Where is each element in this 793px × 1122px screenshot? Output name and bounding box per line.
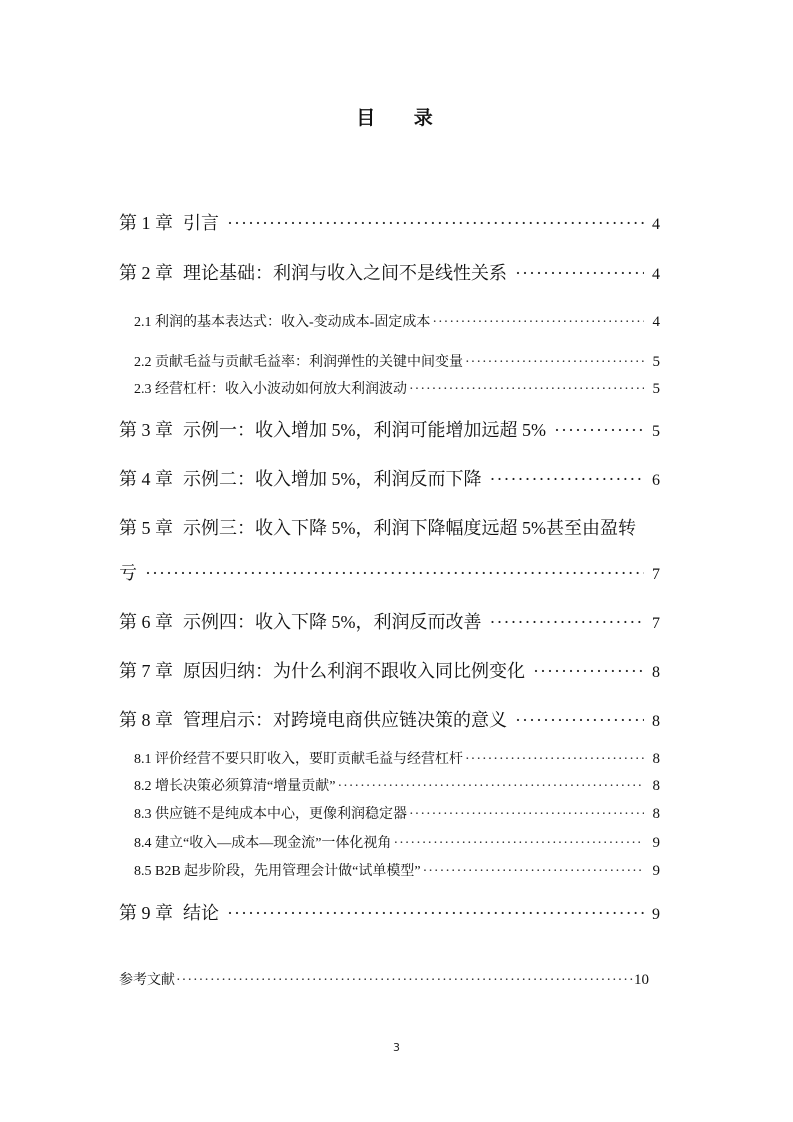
section-title: 2.2 贡献毛益与贡献毛益率：利润弹性的关键中间变量 — [134, 355, 463, 370]
chapter-number: 第 5 章 — [119, 518, 173, 538]
chapter-number: 第 7 章 — [119, 661, 173, 681]
toc-entry-section-8-4[interactable] — [134, 832, 660, 852]
chapter-number: 第 1 章 — [119, 213, 173, 233]
section-title: 8.4 建立“收入—成本—现金流”一体化视角 — [134, 836, 392, 851]
chapter-title: 示例一：收入增加 5%，利润可能增加远超 5% — [183, 420, 546, 440]
chapter-number: 第 9 章 — [119, 903, 173, 923]
page-title: 目 录 — [356, 107, 449, 129]
toc-entry-chapter-8[interactable] — [119, 706, 660, 732]
toc-entry-chapter-5[interactable] — [119, 514, 660, 540]
chapter-title: 结论 — [183, 903, 219, 923]
section-title: 8.1 评价经营不要只盯收入，要盯贡献毛益与经营杠杆 — [134, 752, 463, 767]
chapter-title-continuation: 亏 — [119, 563, 137, 583]
page-ref: 4 — [652, 314, 660, 330]
page-number: 3 — [393, 1041, 400, 1054]
chapter-number: 第 6 章 — [119, 612, 173, 632]
chapter-title: 理论基础：利润与收入之间不是线性关系 — [183, 263, 507, 283]
toc-entry-chapter-3[interactable] — [119, 416, 660, 442]
toc-entry-chapter-6[interactable] — [119, 608, 660, 634]
page-ref: 8 — [652, 664, 660, 681]
page-ref: 8 — [652, 806, 660, 822]
toc-entry-chapter-5-continuation[interactable] — [119, 559, 660, 585]
dot-leader — [337, 779, 644, 795]
section-title: 8.2 增长决策必须算清“增量贡献” — [134, 779, 336, 794]
toc-entry-section-8-1[interactable] — [134, 748, 660, 768]
chapter-number: 第 2 章 — [119, 263, 173, 283]
toc-entry-section-8-5[interactable] — [134, 860, 660, 880]
toc-entry-chapter-1[interactable] — [119, 209, 660, 235]
page-ref: 10 — [634, 972, 649, 988]
dot-leader — [490, 612, 645, 633]
dot-leader — [465, 355, 644, 371]
page-ref: 6 — [652, 472, 660, 489]
dot-leader — [227, 213, 644, 234]
page-ref: 7 — [652, 566, 660, 583]
section-title: 2.1 利润的基本表达式：收入-变动成本-固定成本 — [134, 315, 431, 330]
section-title: 8.5 B2B 起步阶段，先用管理会计做“试单模型” — [134, 864, 421, 879]
dot-leader — [533, 661, 644, 682]
toc-entry-section-8-3[interactable] — [134, 803, 660, 823]
chapter-title: 引言 — [183, 213, 219, 233]
chapter-title: 原因归纳：为什么利润不跟收入同比例变化 — [183, 661, 525, 681]
page-ref: 5 — [652, 423, 660, 440]
dot-leader — [554, 420, 644, 441]
dot-leader — [515, 710, 644, 731]
dot-leader — [423, 864, 644, 880]
page-ref: 9 — [652, 863, 660, 879]
page-ref: 9 — [652, 906, 660, 923]
dot-leader — [490, 469, 645, 490]
dot-leader — [409, 382, 644, 398]
toc-entry-section-2-1[interactable] — [134, 311, 660, 331]
dot-leader — [393, 836, 644, 852]
chapter-title: 管理启示：对跨境电商供应链决策的意义 — [183, 710, 507, 730]
page-ref: 4 — [652, 216, 660, 233]
page-ref: 5 — [652, 354, 660, 370]
dot-leader — [176, 973, 633, 989]
toc-entry-section-2-2[interactable] — [134, 351, 660, 371]
toc-entry-chapter-9[interactable] — [119, 899, 660, 925]
page-ref: 4 — [652, 266, 660, 283]
chapter-number: 第 3 章 — [119, 420, 173, 440]
chapter-title: 示例二：收入增加 5%，利润反而下降 — [183, 469, 482, 489]
chapter-title: 示例三：收入下降 5%，利润下降幅度远超 5%甚至由盈转 — [183, 518, 636, 538]
section-title: 8.3 供应链不是纯成本中心，更像利润稳定器 — [134, 807, 407, 822]
page-ref: 5 — [652, 381, 660, 397]
dot-leader — [227, 903, 644, 924]
toc-entry-chapter-2[interactable] — [119, 259, 660, 285]
dot-leader — [432, 315, 644, 331]
page-ref: 7 — [652, 615, 660, 632]
toc-entry-section-2-3[interactable] — [134, 378, 660, 398]
dot-leader — [515, 263, 644, 284]
chapter-title: 示例四：收入下降 5%，利润反而改善 — [183, 612, 482, 632]
page-ref: 8 — [652, 713, 660, 730]
page-ref: 9 — [652, 835, 660, 851]
section-title: 2.3 经营杠杆：收入小波动如何放大利润波动 — [134, 382, 407, 397]
toc-entry-chapter-4[interactable] — [119, 465, 660, 491]
dot-leader — [145, 563, 644, 584]
toc-entry-references[interactable] — [119, 969, 649, 989]
chapter-number: 第 4 章 — [119, 469, 173, 489]
chapter-number: 第 8 章 — [119, 710, 173, 730]
dot-leader — [409, 807, 644, 823]
dot-leader — [465, 752, 644, 768]
toc-entry-chapter-7[interactable] — [119, 657, 660, 683]
toc-entry-section-8-2[interactable] — [134, 775, 660, 795]
references-title: 参考文献 — [119, 973, 175, 988]
page-ref: 8 — [652, 778, 660, 794]
page-ref: 8 — [652, 751, 660, 767]
